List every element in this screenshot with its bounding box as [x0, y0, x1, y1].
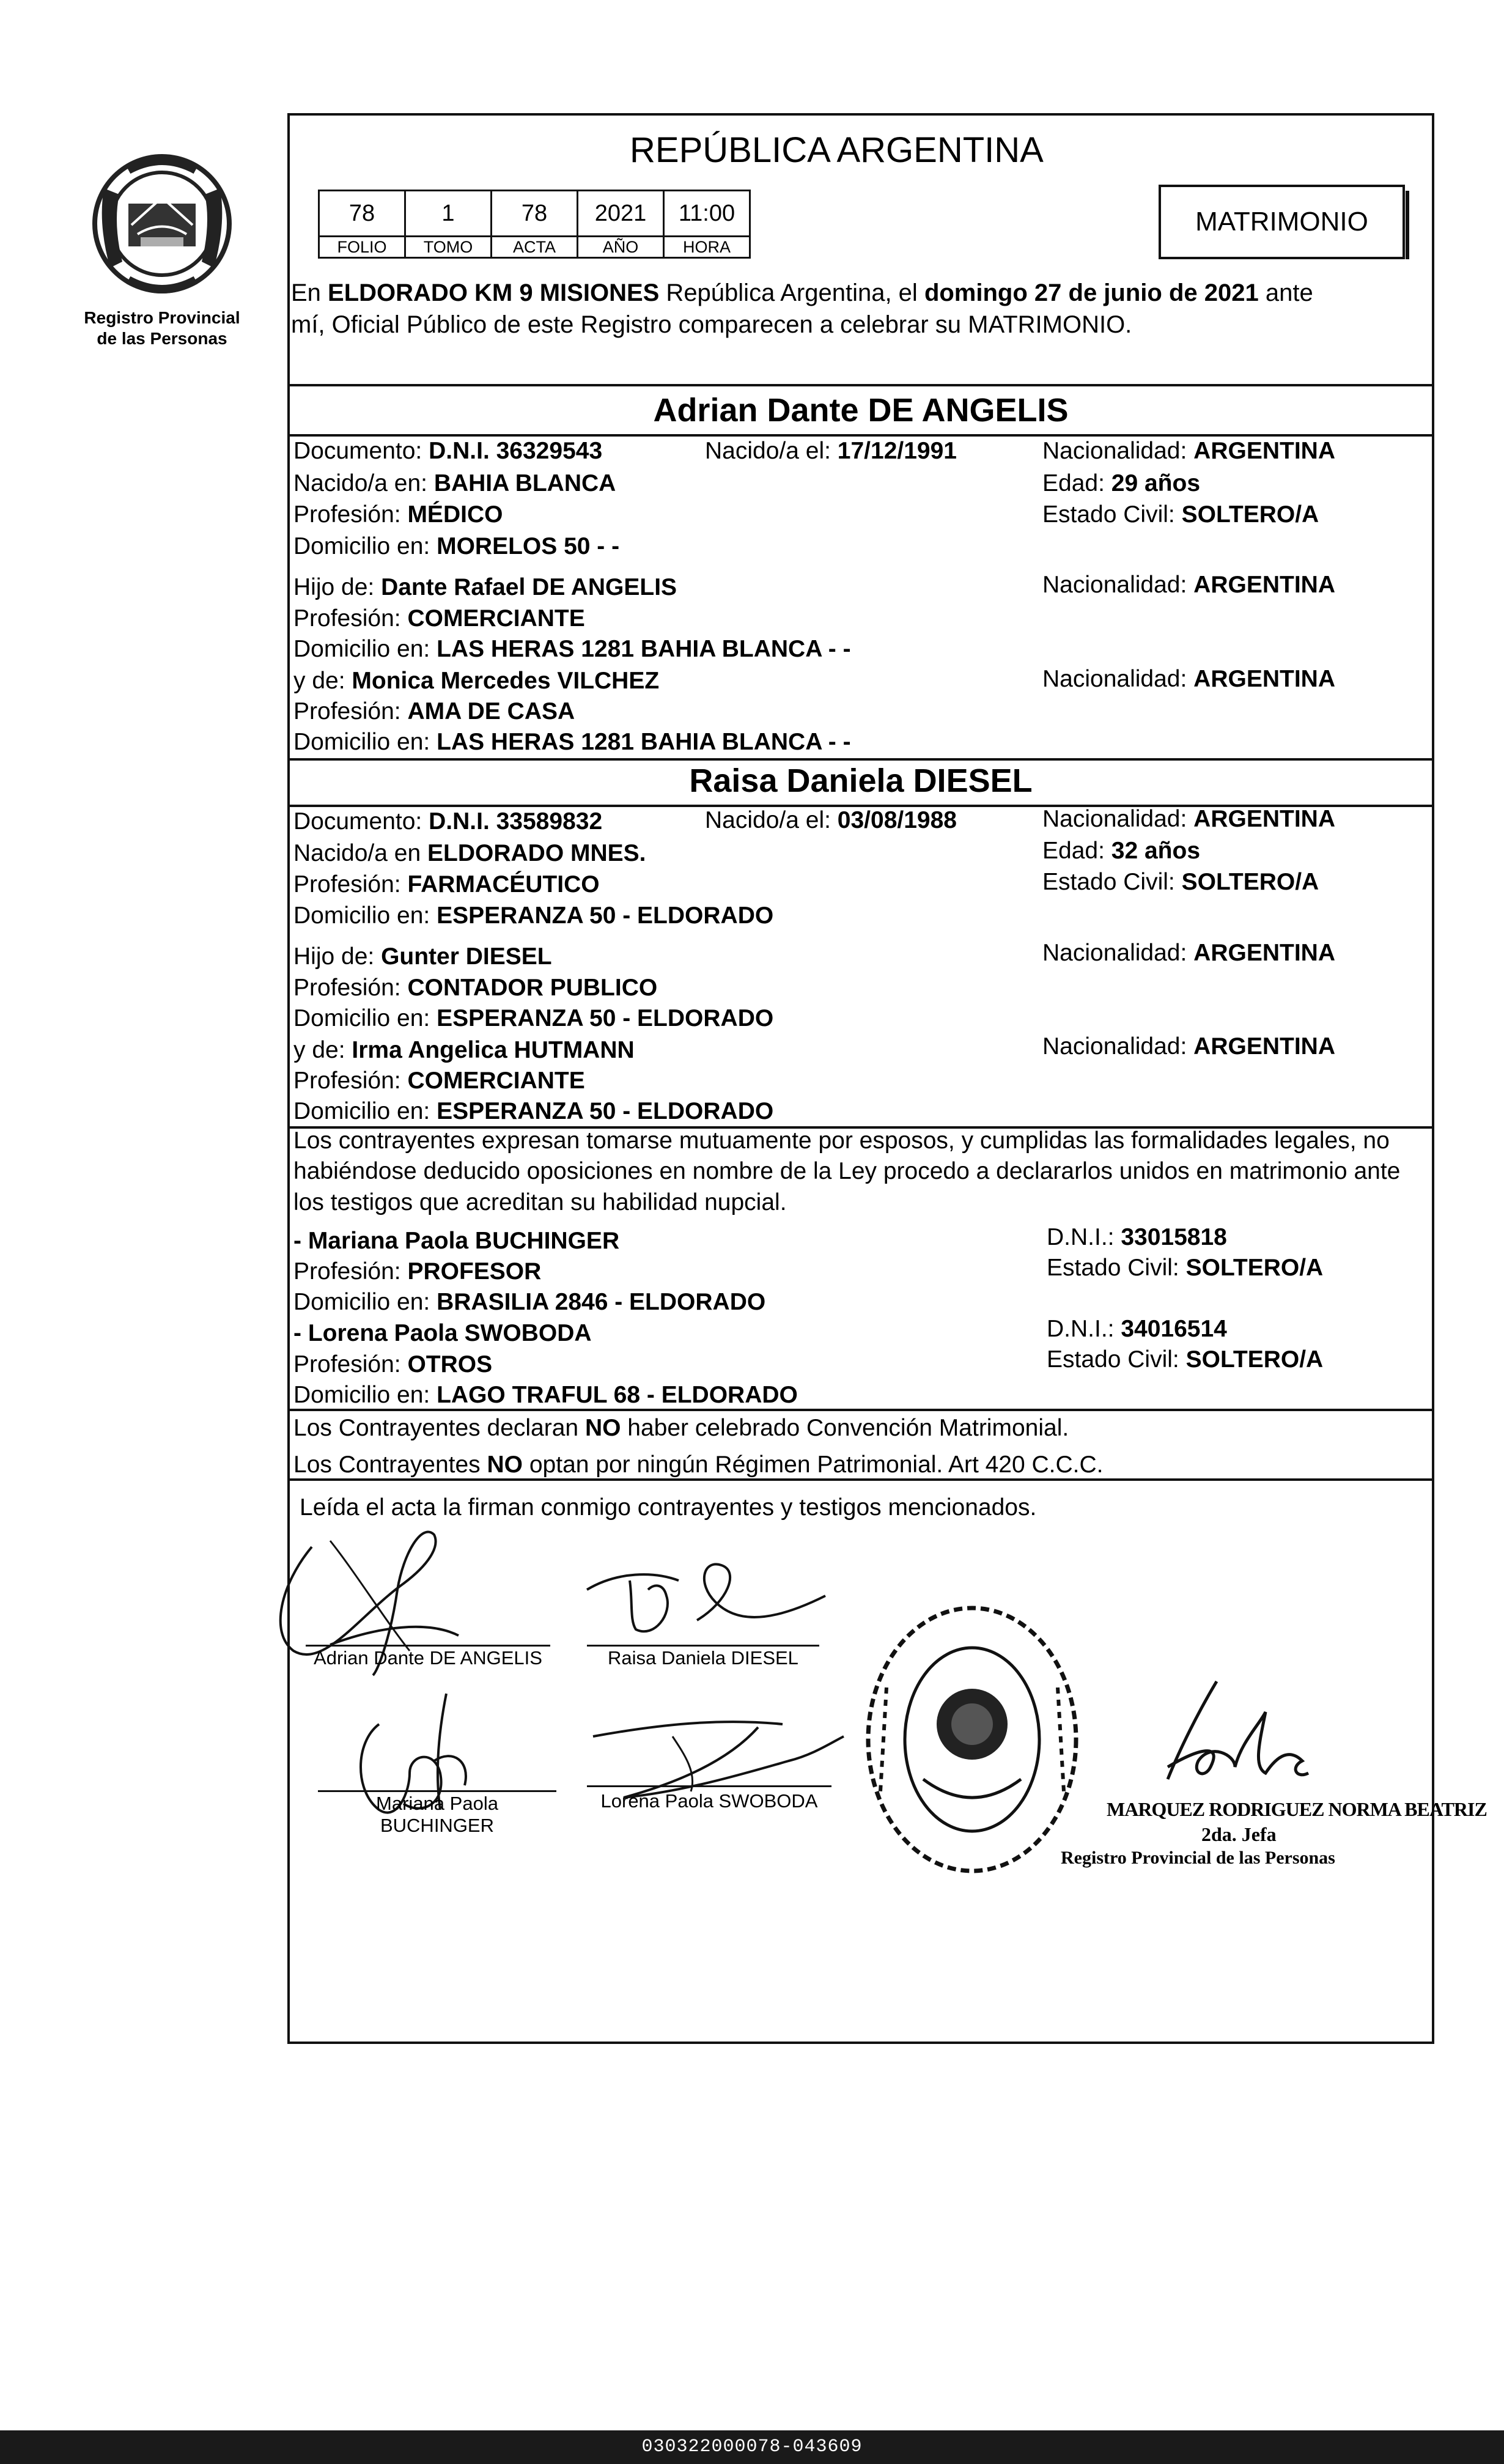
spouse1-father-profession: Profesión: COMERCIANTE: [293, 605, 585, 632]
declaration-line-2: habiéndose deducido oposiciones en nombre de la Ley procedo a declararlos unidos en matrimonio ante: [293, 1158, 1401, 1184]
intro-line-2: mí, Oficial Público de este Registro comparecen a celebrar su MATRIMONIO.: [291, 311, 1132, 338]
signature-2-scribble: [581, 1547, 838, 1651]
spouse1-civil-status: Estado Civil: SOLTERO/A: [1042, 501, 1319, 528]
closing-statement: Leída el acta la firman conmigo contrayentes y testigos mencionados.: [300, 1494, 1037, 1521]
spouse1-document: Documento: D.N.I. 36329543: [293, 438, 603, 464]
witness1-name: - Mariana Paola BUCHINGER: [293, 1228, 620, 1254]
spouse1-name: Adrian Dante DE ANGELIS: [653, 392, 1069, 429]
witness2-address: Domicilio en: LAGO TRAFUL 68 - ELDORADO: [293, 1382, 798, 1408]
witness2-dni: D.N.I.: 34016514: [1047, 1316, 1227, 1342]
spouse2-father-profession: Profesión: CONTADOR PUBLICO: [293, 975, 658, 1001]
spouse1-mother-address: Domicilio en: LAS HERAS 1281 BAHIA BLANCA - -: [293, 729, 851, 755]
signature-name-3b: BUCHINGER: [380, 1815, 494, 1836]
divider: [290, 758, 1432, 761]
act-type-shadow: [1406, 191, 1409, 259]
official-signature-scribble: [1143, 1675, 1327, 1798]
spouse1-birthdate: Nacido/a el: 17/12/1991: [705, 438, 957, 464]
hora-caption: HORA: [664, 237, 750, 258]
spouse2-name: Raisa Daniela DIESEL: [689, 762, 1033, 799]
spouse2-birthdate: Nacido/a el: 03/08/1988: [705, 807, 957, 833]
divider: [290, 1409, 1432, 1411]
signature-line-3: [318, 1790, 556, 1792]
spouse2-mother-address: Domicilio en: ESPERANZA 50 - ELDORADO: [293, 1098, 774, 1124]
act-type-label: MATRIMONIO: [1195, 207, 1368, 237]
declaration-line-1: Los contrayentes expresan tomarse mutuamente por esposos, y cumplidas las formalidades legales, no: [293, 1127, 1390, 1154]
anio-caption: AÑO: [578, 237, 664, 258]
spouse2-father: Hijo de: Gunter DIESEL: [293, 943, 552, 970]
divider: [290, 384, 1432, 386]
spouse2-age: Edad: 32 años: [1042, 838, 1201, 864]
signature-name-3a: Mariana Paola: [376, 1793, 498, 1814]
logo-caption-1: Registro Provincial: [84, 308, 240, 327]
spouse2-nationality: Nacionalidad: ARGENTINA: [1042, 806, 1336, 832]
province-seal-logo: [86, 146, 238, 304]
tomo-value: 1: [405, 191, 492, 237]
signature-name-1: Adrian Dante DE ANGELIS: [314, 1647, 542, 1669]
spouse2-father-nationality: Nacionalidad: ARGENTINA: [1042, 940, 1336, 966]
official-name: MARQUEZ RODRIGUEZ NORMA BEATRIZ: [1107, 1798, 1487, 1820]
witness1-address: Domicilio en: BRASILIA 2846 - ELDORADO: [293, 1289, 766, 1315]
spouse1-father-address: Domicilio en: LAS HERAS 1281 BAHIA BLANCA - -: [293, 636, 851, 662]
spouse1-father-nationality: Nacionalidad: ARGENTINA: [1042, 572, 1336, 598]
witness1-dni: D.N.I.: 33015818: [1047, 1224, 1227, 1250]
spouse1-nationality: Nacionalidad: ARGENTINA: [1042, 438, 1336, 464]
spouse2-document: Documento: D.N.I. 33589832: [293, 808, 603, 835]
signature-name-4: Lorena Paola SWOBODA: [600, 1790, 818, 1812]
witness1-profession: Profesión: PROFESOR: [293, 1258, 542, 1285]
folio-value: 78: [319, 191, 405, 237]
spouse1-profession: Profesión: MÉDICO: [293, 501, 503, 528]
divider: [290, 1478, 1432, 1481]
convention-line-1: Los Contrayentes declaran NO haber celebrado Convención Matrimonial.: [293, 1415, 1069, 1441]
witness2-civil-status: Estado Civil: SOLTERO/A: [1047, 1346, 1324, 1373]
official-role: 2da. Jefa: [1201, 1823, 1277, 1845]
page-title: REPÚBLICA ARGENTINA: [630, 130, 1044, 170]
spouse2-mother-nationality: Nacionalidad: ARGENTINA: [1042, 1033, 1336, 1060]
spouse2-father-address: Domicilio en: ESPERANZA 50 - ELDORADO: [293, 1005, 774, 1031]
spouse2-profession: Profesión: FARMACÉUTICO: [293, 871, 600, 898]
signature-name-2: Raisa Daniela DIESEL: [608, 1647, 798, 1669]
acta-caption: ACTA: [492, 237, 578, 258]
spouse2-mother-profession: Profesión: COMERCIANTE: [293, 1068, 585, 1094]
acta-value: 78: [492, 191, 578, 237]
folio-table: [318, 190, 751, 259]
signature-line-4: [587, 1785, 831, 1787]
spouse2-birthplace: Nacido/a en ELDORADO MNES.: [293, 840, 646, 866]
spouse1-mother-profession: Profesión: AMA DE CASA: [293, 698, 575, 725]
spouse2-address: Domicilio en: ESPERANZA 50 - ELDORADO: [293, 902, 774, 929]
convention-line-2: Los Contrayentes NO optan por ningún Régimen Patrimonial. Art 420 C.C.C.: [293, 1451, 1104, 1478]
spouse1-father: Hijo de: Dante Rafael DE ANGELIS: [293, 574, 677, 600]
declaration-line-3: los testigos que acreditan su habilidad nupcial.: [293, 1189, 787, 1215]
signature-line-2: [587, 1645, 819, 1647]
spouse1-birthplace: Nacido/a en: BAHIA BLANCA: [293, 470, 616, 496]
spouse2-mother: y de: Irma Angelica HUTMANN: [293, 1037, 635, 1063]
act-type-box: [1159, 185, 1405, 259]
official-office: Registro Provincial de las Personas: [1061, 1848, 1335, 1868]
witness1-civil-status: Estado Civil: SOLTERO/A: [1047, 1255, 1324, 1281]
witness2-name: - Lorena Paola SWOBODA: [293, 1320, 592, 1346]
hora-value: 11:00: [664, 191, 750, 237]
spouse2-civil-status: Estado Civil: SOLTERO/A: [1042, 869, 1319, 895]
witness2-profession: Profesión: OTROS: [293, 1351, 493, 1378]
spouse1-mother: y de: Monica Mercedes VILCHEZ: [293, 668, 660, 694]
tomo-caption: TOMO: [405, 237, 492, 258]
footer-code: 030322000078-043609: [641, 2436, 863, 2457]
anio-value: 2021: [578, 191, 664, 237]
folio-caption: FOLIO: [319, 237, 405, 258]
spouse1-address: Domicilio en: MORELOS 50 - -: [293, 533, 620, 559]
spouse1-mother-nationality: Nacionalidad: ARGENTINA: [1042, 666, 1336, 692]
spouse1-age: Edad: 29 años: [1042, 470, 1201, 496]
signature-line-1: [306, 1645, 550, 1647]
logo-caption-2: de las Personas: [97, 329, 227, 348]
official-seal-stamp: [856, 1596, 1088, 1883]
intro-line-1: En ELDORADO KM 9 MISIONES República Argentina, el domingo 27 de junio de 2021 ante: [291, 279, 1313, 306]
